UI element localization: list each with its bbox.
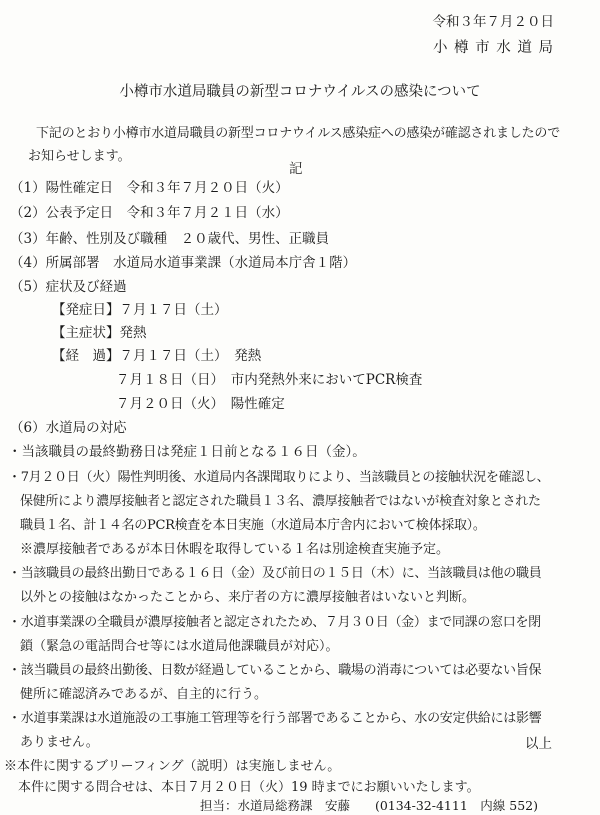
ki-heading: 記 bbox=[289, 161, 303, 177]
document-date: 令和３年７月２０日 bbox=[432, 14, 554, 30]
intro-line-1: 下記のとおり小樽市水道局職員の新型コロナウイルス感染症への感染が確認されましたので bbox=[36, 126, 561, 141]
footer-briefing-note: ※本件に関するブリーフィング（説明）は実施しません。 bbox=[4, 759, 341, 774]
item-department: （4）所属部署 水道局水道事業課（水道局本庁舎１階） bbox=[10, 255, 357, 271]
course-line-3: ７月２０日（火） 陽性確定 bbox=[116, 396, 285, 412]
issuer-name: 小 樽 市 水 道 局 bbox=[432, 40, 554, 56]
bullet-closure-line-2: 鎖（緊急の電話問合せ等には水道局他課職員が対応）。 bbox=[20, 639, 339, 654]
main-symptom: 【主症状】発熱 bbox=[52, 325, 147, 341]
document-title: 小樽市水道局職員の新型コロナウイルスの感染について bbox=[119, 84, 481, 100]
bullet-testing-line-2: 保健所により濃厚接触者と認定された職員１３名、濃厚接触者ではないが検査対象とされた bbox=[20, 494, 541, 509]
bullet-testing-line-1: ・7月２０日（火）陽性判明後、水道局内各課聞取りにより、当該職員との接触状況を確認し、 bbox=[8, 470, 550, 485]
bullet-supply-line-1: ・水道事業課は水道施設の工事施工管理等を行う部署であることから、水の安定供給には影響 bbox=[8, 711, 542, 726]
footer-inquiry-note: 本件に関する問合せは、本日７月２０日（火）19 時までにお願いいたします。 bbox=[18, 780, 480, 795]
footer-contact: 担当：水道局総務課 安藤 (0134-32-4111 内線 552) bbox=[199, 798, 538, 813]
closing-ijo: 以上 bbox=[525, 736, 552, 752]
bullet-testing-note: ※濃厚接触者であるが本日休暇を取得している１名は別途検査実施予定。 bbox=[20, 542, 450, 557]
item-publish-date: （2）公表予定日 令和３年７月２１日（水） bbox=[10, 205, 289, 221]
bullet-testing-line-3: 職員１名、計１４名のPCR検査を本日実施（水道局本庁舎内において検体採取）。 bbox=[20, 518, 486, 533]
item-age-gender-job: （3）年齢、性別及び職種 ２０歳代、男性、正職員 bbox=[10, 231, 330, 247]
course-line-1: 【経 過】７月１７日（土） 発熱 bbox=[52, 348, 262, 364]
bullet-last-workday: ・当該職員の最終勤務日は発症１日前となる１６日（金）。 bbox=[8, 444, 366, 460]
bullet-contact-line-2: 以外との接触はなかったことから、来庁者の方に濃厚接触者はいないと判断。 bbox=[20, 590, 476, 605]
intro-line-2: お知らせします。 bbox=[28, 149, 131, 164]
item-positive-date: （1）陽性確定日 令和３年７月２０日（火） bbox=[10, 180, 289, 196]
item-response-heading: （6）水道局の対応 bbox=[10, 420, 127, 436]
bullet-disinfection-line-2: 健所に確認済みであるが、自主的に行う。 bbox=[20, 687, 268, 702]
onset-date: 【発症日】７月１７日（土） bbox=[52, 302, 228, 318]
item-symptoms-heading: （5）症状及び経過 bbox=[10, 279, 127, 295]
bullet-supply-line-2: ありません。 bbox=[20, 735, 99, 750]
bullet-disinfection-line-1: ・該当職員の最終出勤後、日数が経過していることから、職場の消毒については必要ない旨保 bbox=[8, 663, 542, 678]
bullet-contact-line-1: ・当該職員の最終出勤日である１６日（金）及び前日の１５日（木）に、当該職員は他の職員 bbox=[8, 566, 542, 581]
bullet-closure-line-1: ・水道事業課の全職員が濃厚接触者と認定されたため、７月３０日（金）まで同課の窓口を閉 bbox=[8, 615, 541, 630]
course-line-2: ７月１８日（日） 市内発熱外来においてPCR検査 bbox=[116, 372, 423, 388]
